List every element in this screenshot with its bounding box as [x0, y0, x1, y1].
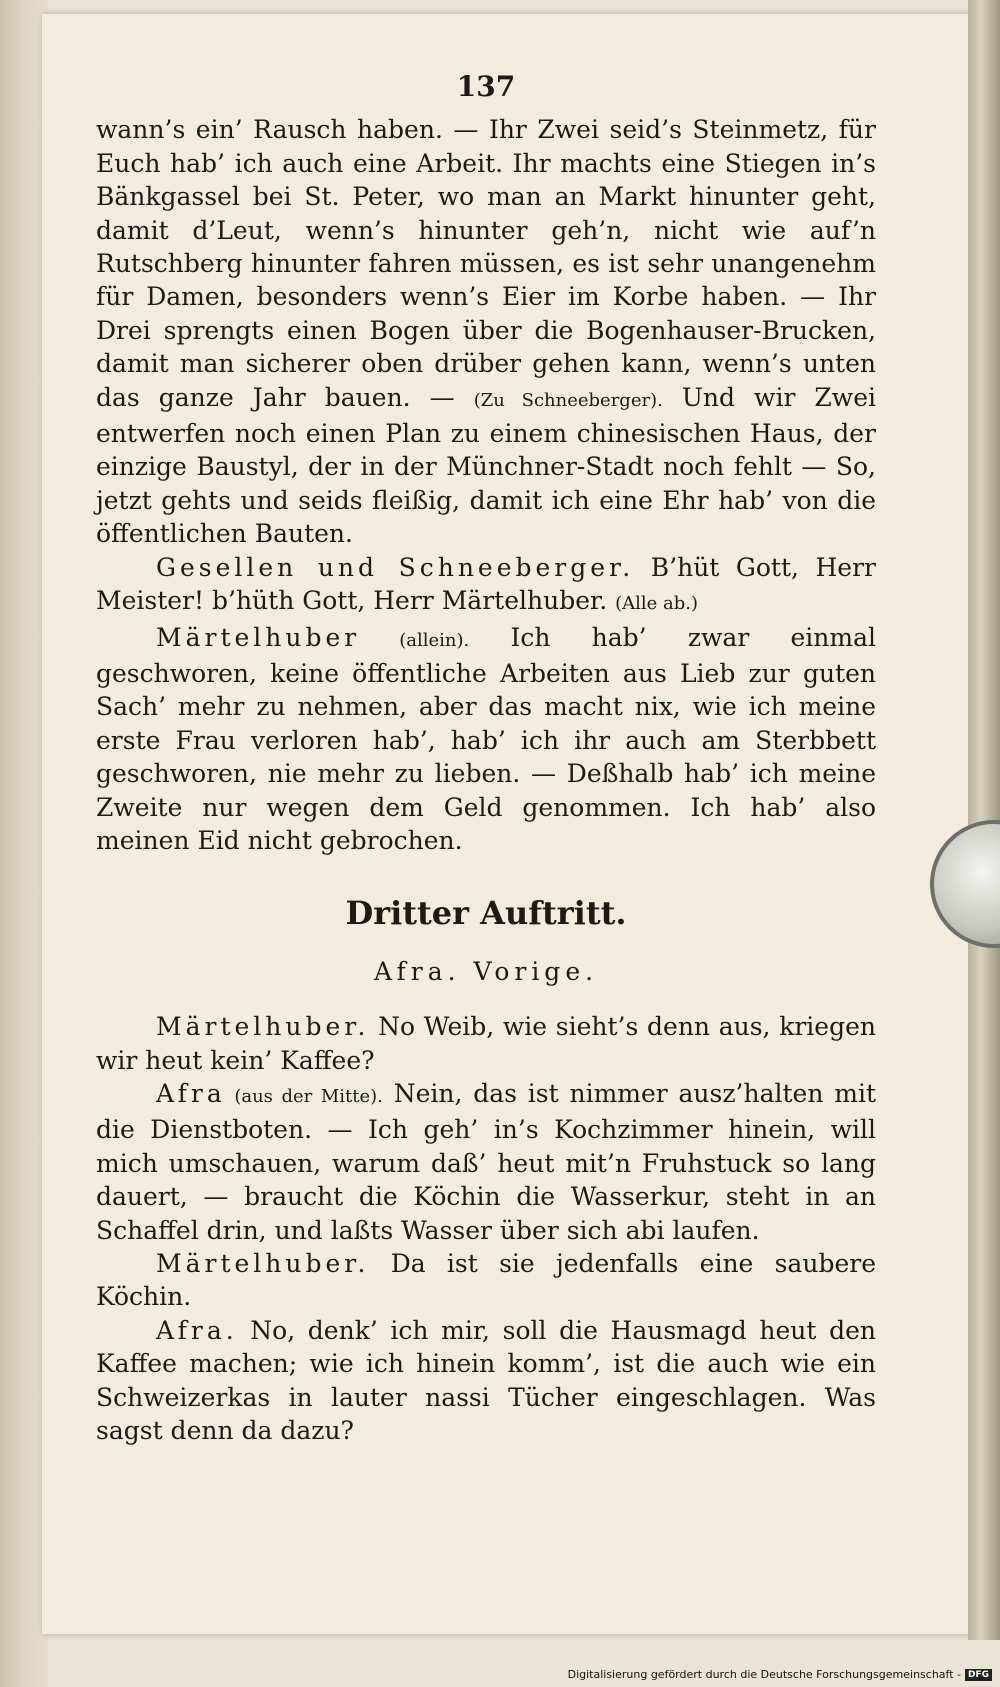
paragraph-text: Da ist sie jedenfalls eine saubere Köchin.: [96, 1249, 876, 1312]
cast-list: Afra. Vorige.: [373, 956, 599, 986]
dfg-logo: DFG: [965, 1669, 992, 1681]
stage-direction: (aus der Mitte).: [225, 1085, 383, 1107]
speaker-name: Afra: [156, 1078, 226, 1108]
paragraph-2: [96, 551, 876, 621]
paragraph-text: B’hüt Gott, Herr Meister! b’hüth Gott, Herr Märtelhuber.: [96, 552, 877, 616]
paragraph-4: [96, 1010, 876, 1077]
paragraph-text: No Weib, wie sieht’s denn aus, kriegen wir heut kein’ Kaffee?: [96, 1012, 876, 1075]
paragraph-text: No, denk’ ich mir, soll die Hausmagd heut den Kaffee machen; wie ich hinein komm’, ist die auch wie ein Schweizerkas in lauter nassi Tücher eingeschlagen. Was sagst denn da dazu?: [96, 1315, 876, 1446]
stage-direction: (allein).: [360, 629, 470, 651]
paragraph-1: [96, 113, 876, 550]
credit-text: Digitalisierung gefördert durch die Deutsche Forschungsgemeinschaft -: [567, 1668, 961, 1681]
scene-title: Dritter Auftritt.: [345, 894, 627, 933]
stage-direction: (Zu Schneeberger).: [473, 389, 663, 411]
speaker-name: Gesellen und Schneeberger.: [156, 552, 635, 582]
book-gutter: [0, 0, 48, 1687]
paragraph-3: [96, 621, 876, 858]
speaker-name: Märtelhuber.: [156, 1012, 370, 1042]
page-number: 137: [456, 70, 516, 103]
paragraph-7: [96, 1314, 876, 1448]
paragraph-text: wann’s ein’ Rausch haben. — Ihr Zwei seid’s Steinmetz, für Euch hab’ ich auch eine Arbeit. Ihr machts eine Stiegen in’s Bänkgassel bei St. Peter, wo man an Markt hinunter geht, damit d’Leut, wenn’s hinunter geh’n, nicht wie auf’n Rutschberg hinunter fahren müssen, es ist sehr unangenehm für Damen, besonders wenn’s Eier im Korbe haben. — Ihr Drei sprengts einen Bogen über die Bogenhauser-Brucken, damit man sicherer oben drüber gehen kann, wenn’s unten das ganze Jahr bauen. —: [96, 115, 876, 412]
page-content: [96, 70, 876, 1447]
digitization-credit: [568, 1668, 992, 1681]
speaker-name: Märtelhuber: [156, 622, 361, 652]
stage-direction: (Alle ab.): [615, 593, 699, 615]
paragraph-6: [96, 1247, 876, 1314]
speaker-name: Märtelhuber.: [156, 1249, 370, 1278]
paragraph-text: Nein, das ist nimmer ausz’halten mit die Dienstboten. — Ich geh’ in’s Kochzimmer hinein, will mich umschauen, warum daß’ heut mit’n Fruhstuck so lang dauert, — braucht die Köchin die Wasserkur, steht in an Schaffel drin, und laßts Wasser über sich abi laufen.: [96, 1078, 876, 1245]
paragraph-text: Und wir Zwei entwerfen noch einen Plan zu einem chinesischen Haus, der einzige Baustyl, der in der Münchner-Stadt noch fehlt — So, jetzt gehts und seids fleißig, damit ich eine Ehr hab’ von die öffentlichen Bauten.: [96, 382, 876, 549]
paragraph-text: Ich hab’ zwar einmal geschworen, keine öffentliche Arbeiten aus Lieb zur guten Sach’ mehr zu nehmen, aber das macht nix, wie ich meine erste Frau verloren hab’, hab’ ich ihr auch am Sterbbett geschworen, nie mehr zu lieben. — Deßhalb hab’ ich meine Zweite nur wegen dem Geld genommen. Ich hab’ also meinen Eid nicht gebrochen.: [96, 622, 876, 855]
paragraph-5: [96, 1077, 876, 1247]
speaker-name: Afra.: [156, 1315, 238, 1345]
